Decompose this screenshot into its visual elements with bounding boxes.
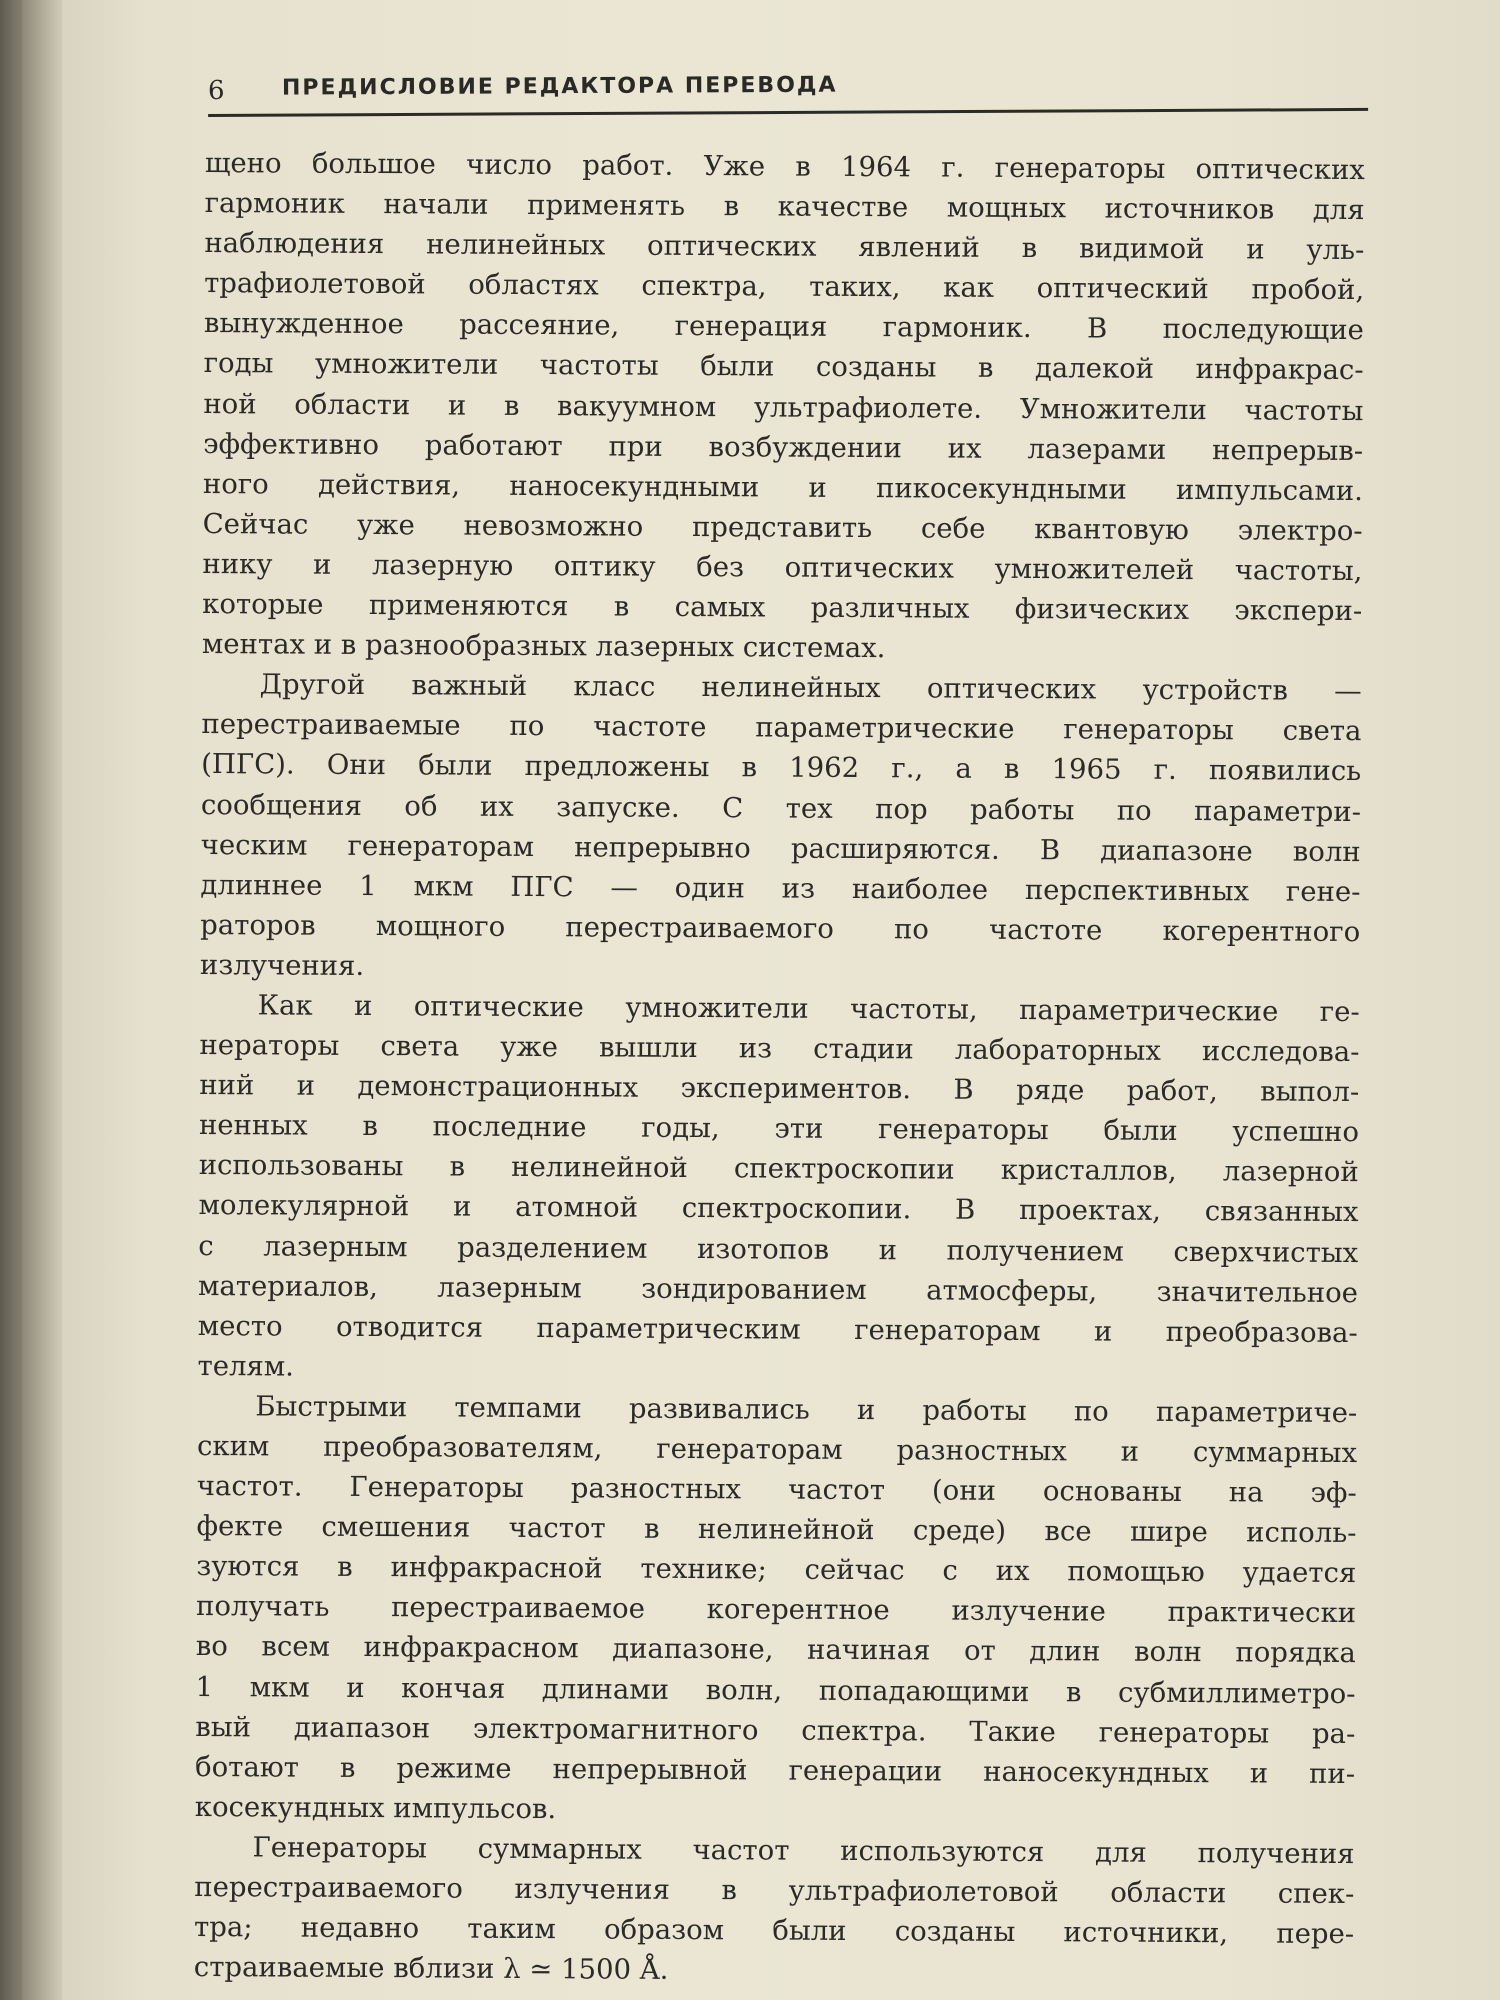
text-line: материалов, лазерным зондированием атмосферы, значительное	[197, 1269, 1359, 1309]
text-line: гармоник начали применять в качестве мощных источников для	[204, 187, 1365, 227]
text-line: фекте смешения частот в нелинейной среде) все шире исполь-	[196, 1510, 1357, 1550]
text-line: нераторы света уже вышли из стадии лабораторных исследова-	[199, 1029, 1360, 1069]
text-line: Быстрыми темпами развивались и работы по параметриче-	[255, 1390, 1358, 1429]
text-line: ческим генераторам непрерывно расширяются. В диапазоне волн	[200, 828, 1361, 868]
text-line: которые применяются в самых различных физических экспери-	[202, 588, 1363, 628]
text-line: Генераторы суммарных частот используются для получения	[252, 1831, 1355, 1870]
body-text	[194, 143, 1365, 1994]
text-line: молекулярной и атомной спектроскопии. В проектах, связанных	[198, 1189, 1359, 1229]
page-number: 6	[207, 75, 225, 106]
text-line: телям.	[197, 1349, 295, 1383]
text-line: получать перестраиваемое когерентное излучение практически	[195, 1590, 1357, 1630]
text-line: трафиолетовой областях спектра, таких, как оптический пробой,	[204, 267, 1365, 307]
text-line: использованы в нелинейной спектроскопии кристаллов, лазерной	[198, 1149, 1359, 1189]
text-line: перестраиваемые по частоте параметрические генераторы света	[201, 708, 1362, 748]
text-line: частот. Генераторы разностных частот (они основаны на эф-	[196, 1470, 1357, 1510]
text-line: щено большое число работ. Уже в 1964 г. генераторы оптических	[204, 146, 1365, 187]
text-line: ной области и в вакуумном ультрафиолете. Умножители частоты	[203, 387, 1364, 427]
text-line: вынужденное рассеяние, генерация гармоник. В последующие	[203, 307, 1364, 347]
text-line: ний и демонстрационных экспериментов. В ряде работ, выпол-	[199, 1069, 1360, 1109]
text-line: наблюдения нелинейных оптических явлений в видимой и уль-	[204, 227, 1365, 267]
text-line: Другой важный класс нелинейных оптических устройств —	[259, 668, 1362, 708]
text-line: страиваемые вблизи λ ≃ 1500 Å.	[193, 1951, 669, 1987]
text-line: ного действия, наносекундными и пикосекундными импульсами.	[202, 467, 1363, 507]
text-line: (ПГС). Они были предложены в 1962 г., а в 1965 г. появились	[201, 748, 1362, 788]
text-line: место отводится параметрическим генераторам и преобразова-	[197, 1309, 1358, 1349]
text-line: ментах и в разнообразных лазерных системах.	[201, 628, 886, 665]
text-line: косекундных импульсов.	[194, 1790, 557, 1826]
text-line: нику и лазерную оптику без оптических умножителей частоты,	[202, 547, 1363, 588]
text-line: ским преобразователям, генераторам разностных и суммарных	[196, 1429, 1358, 1470]
text-line: Сейчас уже невозможно представить себе квантовую электро-	[202, 507, 1363, 547]
text-line: зуются в инфракрасной технике; сейчас с их помощью удается	[196, 1550, 1357, 1590]
text-line: перестраиваемого излучения в ультрафиолетовой области спек-	[194, 1870, 1355, 1911]
running-title: ПРЕДИСЛОВИЕ РЕДАКТОРА ПЕРЕВОДА	[281, 72, 838, 101]
page-header	[208, 60, 1368, 117]
text-line: сообщения об их запуске. С тех пор работы по параметри-	[200, 788, 1362, 828]
text-line: длиннее 1 мкм ПГС — один из наиболее перспективных гене-	[200, 868, 1361, 908]
text-line: годы умножители частоты были созданы в далекой инфракрас-	[203, 347, 1364, 387]
text-line: с лазерным разделением изотопов и получением сверхчистых	[198, 1229, 1359, 1269]
text-line: раторов мощного перестраиваемого по частоте когерентного	[200, 908, 1361, 948]
text-line: во всем инфракрасном диапазоне, начиная от длин волн порядка	[195, 1630, 1356, 1670]
text-line: тра; недавно таким образом были созданы источники, пере-	[194, 1911, 1355, 1951]
text-line: излучения.	[199, 948, 365, 982]
text-line: эффективно работают при возбуждении их лазерами непрерыв-	[203, 427, 1364, 467]
text-line: Как и оптические умножители частоты, параметрические ге-	[257, 989, 1360, 1029]
text-line: вый диапазон электромагнитного спектра. Такие генераторы ра-	[195, 1710, 1356, 1750]
text-line: 1 мкм и кончая длинами волн, попадающими в субмиллиметро-	[195, 1670, 1356, 1710]
text-line: ненных в последние годы, эти генераторы были успешно	[198, 1109, 1360, 1149]
text-line: ботают в режиме непрерывной генерации наносекундных и пи-	[194, 1750, 1356, 1790]
